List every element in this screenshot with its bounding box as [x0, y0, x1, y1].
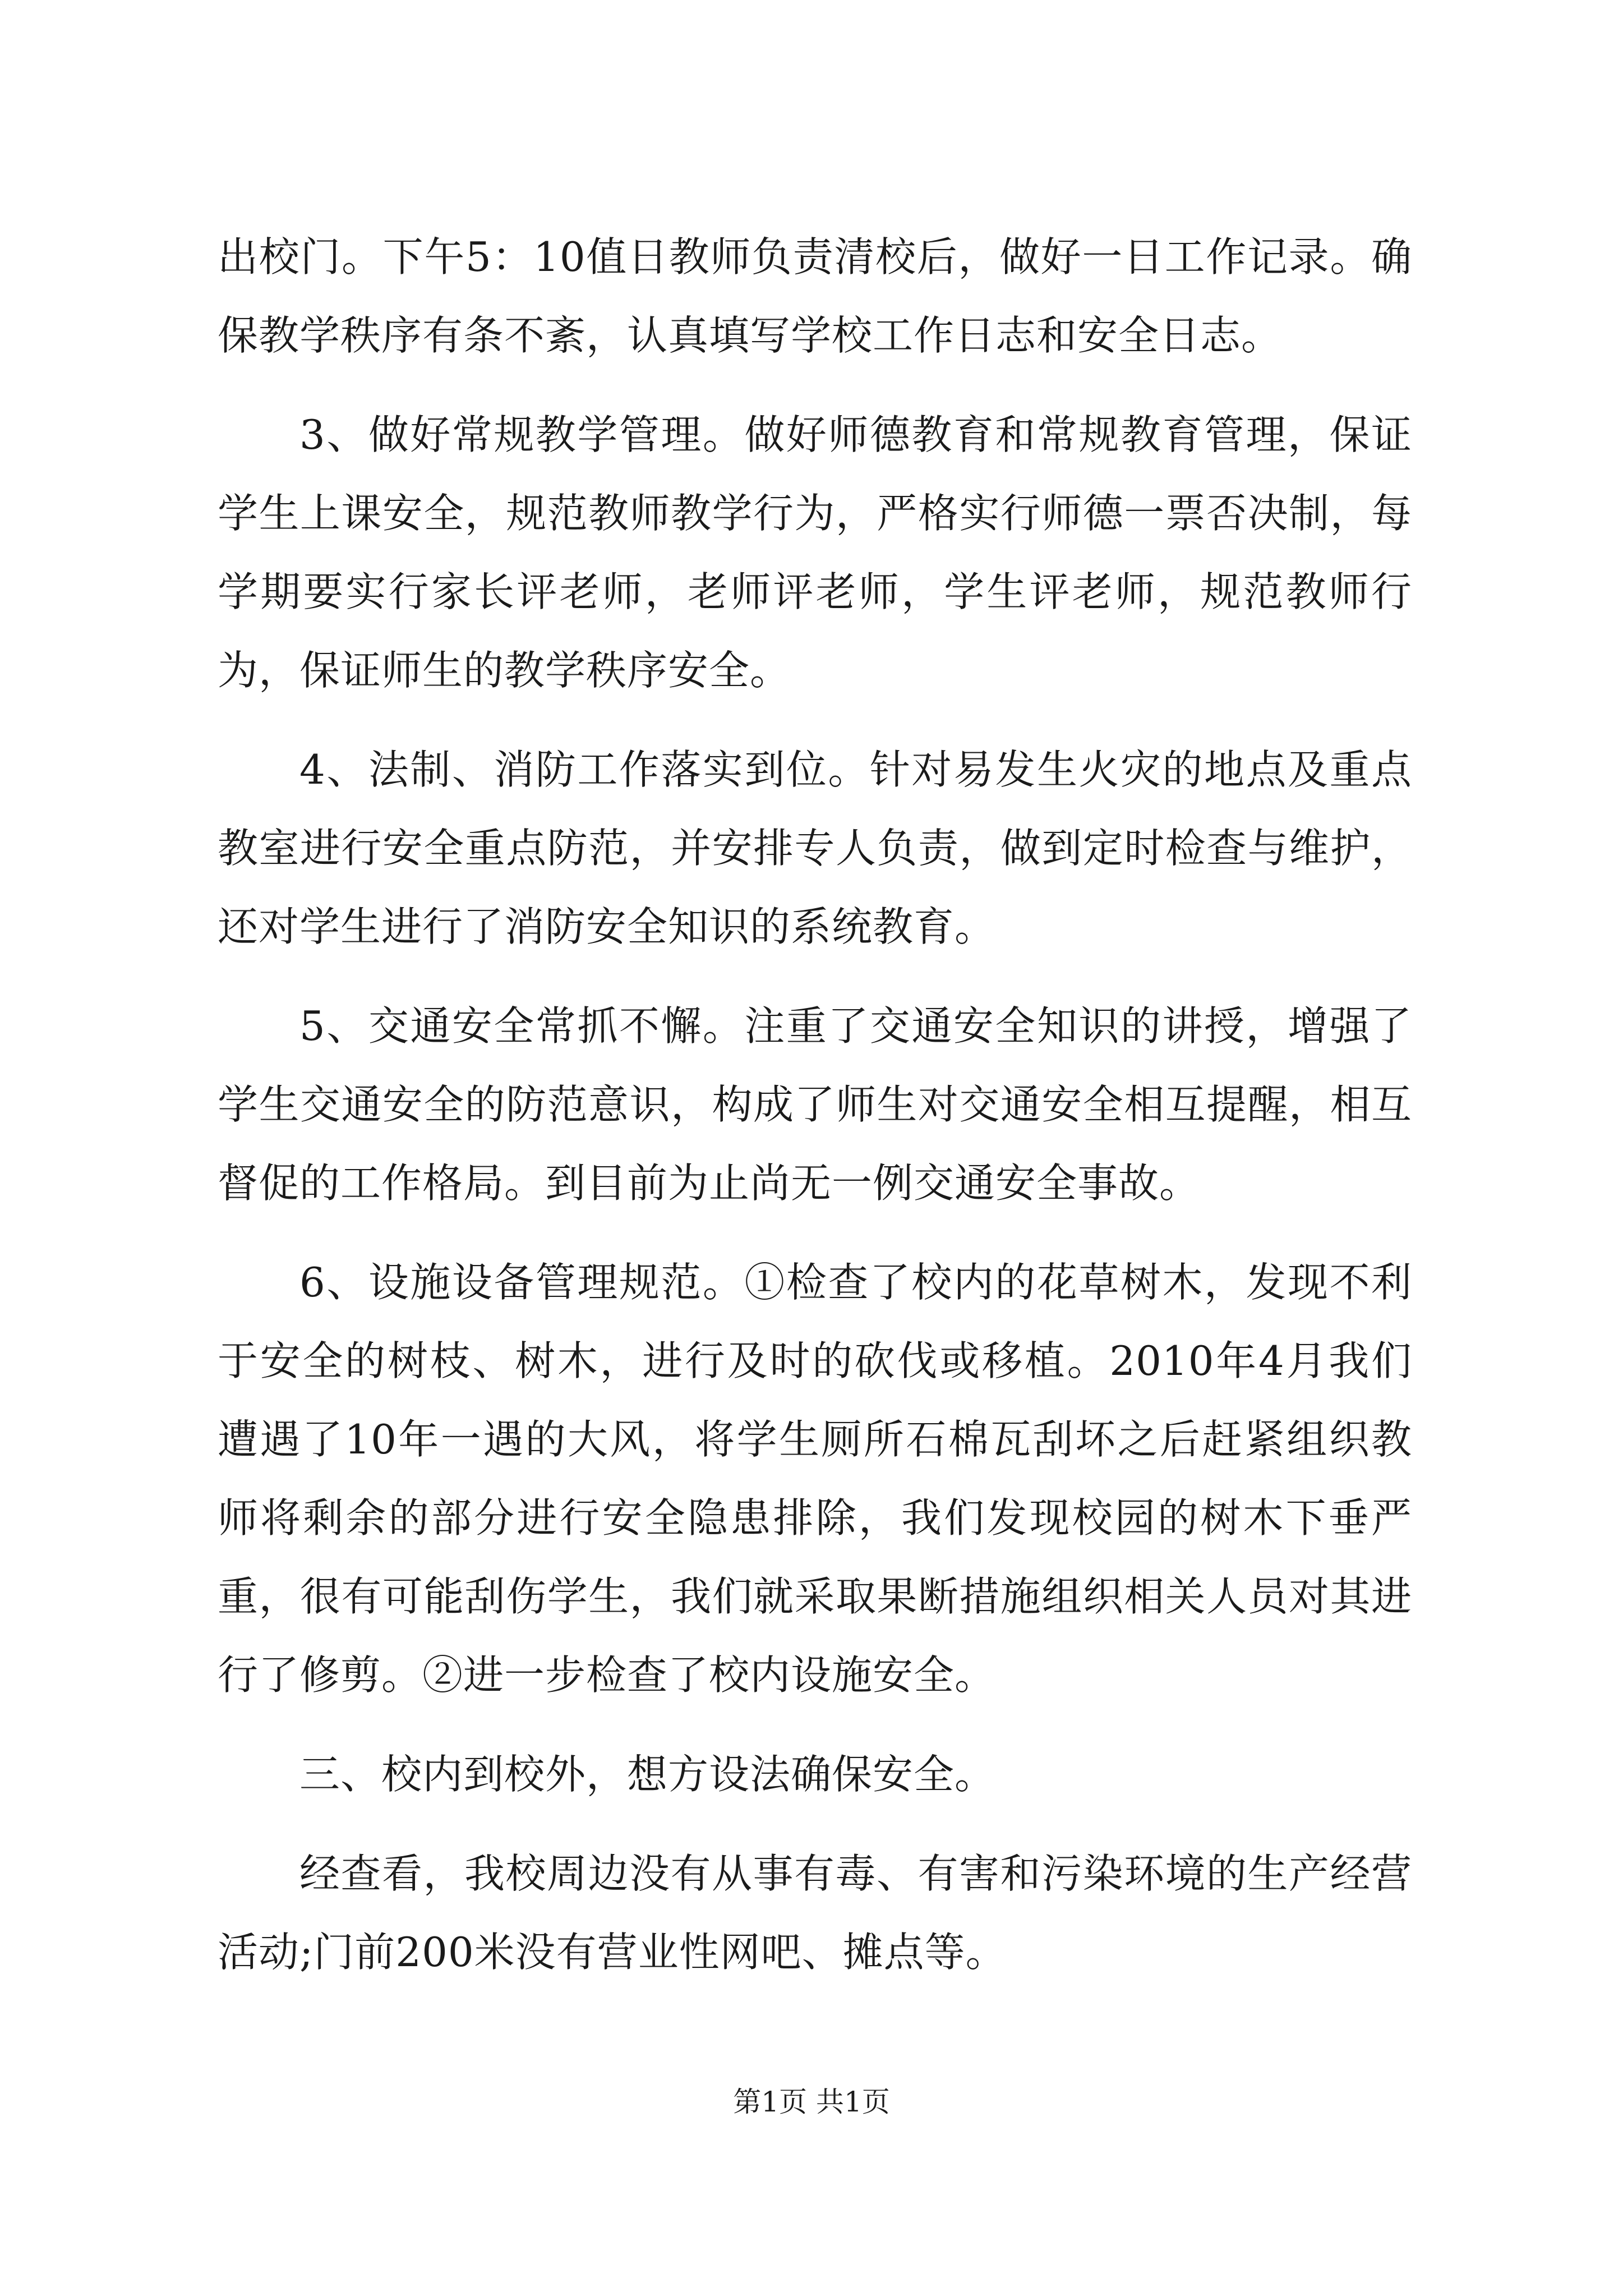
- page-number-footer: 第1页 共1页: [733, 2086, 890, 2118]
- paragraph-surroundings: 经查看，我校周边没有从事有毒、有害和污染环境的生产经营活动;门前200米没有营业性网吧、摊点等。: [218, 1850, 1412, 1976]
- paragraph-item-4: 4、法制、消防工作落实到位。针对易发生火灾的地点及重点教室进行安全重点防范，并安排专人负责，做到定时检查与维护，还对学生进行了消防安全知识的系统教育。: [218, 746, 1412, 950]
- section-heading-3: 三、校内到校外，想方设法确保安全。: [299, 1751, 996, 1798]
- paragraph-item-6: 6、设施设备管理规范。①检查了校内的花草树木，发现不利于安全的树枝、树木，进行及时的砍伐或移植。2010年4月我们遭遇了10年一遇的大风，将学生厕所石棉瓦刮坏之后赶紧组织教师将剩余的部分进行安全隐患排除，我们发现校园的树木下垂严重，很有可能刮伤学生，我们就采取果断措施组织相关人员对其进行了修剪。②进一步检查了校内设施安全。: [218, 1259, 1412, 1699]
- document-body: [218, 218, 1412, 2012]
- paragraph-continuation: 出校门。下午5：10值日教师负责清校后，做好一日工作记录。确保教学秩序有条不紊，认真填写学校工作日志和安全日志。: [218, 233, 1412, 359]
- paragraph-item-3: 3、做好常规教学管理。做好师德教育和常规教育管理，保证学生上课安全，规范教师教学行为，严格实行师德一票否决制，每学期要实行家长评老师，老师评老师，学生评老师，规范教师行为，保证师生的教学秩序安全。: [218, 411, 1412, 694]
- paragraph-item-5: 5、交通安全常抓不懈。注重了交通安全知识的讲授，增强了学生交通安全的防范意识，构成了师生对交通安全相互提醒，相互督促的工作格局。到目前为止尚无一例交通安全事故。: [218, 1002, 1412, 1207]
